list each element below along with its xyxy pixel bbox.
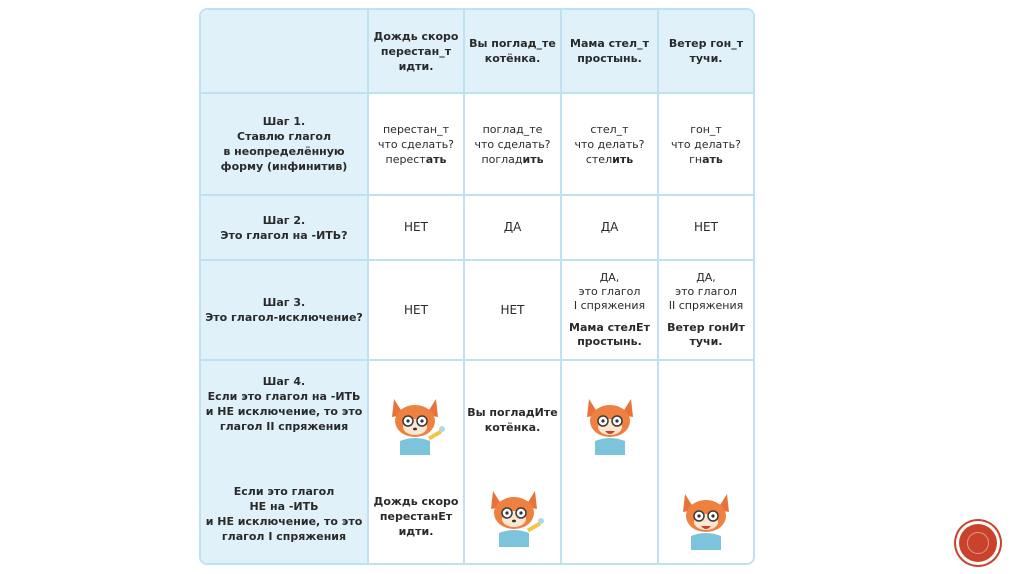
infinitive-cell-3: [562, 94, 657, 194]
answer-cell: [562, 196, 657, 259]
step-line: в неопределённую: [223, 145, 345, 158]
step-line: форму (инфинитив): [220, 160, 348, 173]
step-line: Шаг 3.: [262, 296, 306, 309]
step-line: и НЕ исключение, то это: [205, 405, 363, 418]
infinitive: [586, 152, 633, 167]
result-line: идти.: [398, 524, 434, 538]
step-line: Это глагол-исключение?: [205, 311, 363, 324]
exception-answer: простынь.: [577, 335, 642, 348]
exception-line: это глагол: [578, 285, 641, 298]
header-line: перестан_т: [380, 44, 452, 58]
result-line: котёнка.: [484, 421, 541, 434]
header-sentence-3: [562, 10, 657, 92]
question: что сделать?: [377, 137, 455, 151]
step-line: Если это глагол: [233, 485, 335, 498]
step-1-label: [201, 94, 367, 194]
header-line: котёнка.: [484, 52, 541, 65]
answer-cell: [369, 196, 463, 259]
step-line: Шаг 2.: [262, 213, 306, 227]
fox-mascot-icon: [483, 485, 549, 549]
step-4-rule-i: [201, 479, 367, 549]
answer-text: НЕТ: [500, 302, 525, 317]
header-line: Дождь скоро: [373, 29, 459, 43]
step-line: Ставлю глагол: [237, 130, 331, 143]
verb-word: гон_т: [690, 122, 722, 136]
header-line: идти.: [398, 59, 434, 73]
step-line: Шаг 1.: [262, 115, 306, 128]
question: что делать?: [670, 137, 741, 151]
infinitive-ending: ить: [522, 152, 544, 166]
answer-text: НЕТ: [404, 220, 428, 234]
fox-mascot-icon: [384, 393, 450, 457]
header-line: Вы поглад_те: [469, 37, 556, 50]
exception-line: это глагол: [675, 285, 737, 298]
header-line: Мама стел_т: [570, 37, 649, 50]
infinitive-stem: стел: [585, 152, 613, 166]
result-sentence-1: [369, 488, 463, 544]
infinitive-ending: ать: [425, 152, 447, 166]
step-line: Если это глагол на -ИТЬ: [207, 390, 361, 403]
exception-cell-4: [659, 261, 753, 359]
step-2-label: [201, 196, 367, 259]
exception-answer: Мама стелЕт: [569, 321, 650, 334]
step-line: глагол II спряжения: [219, 420, 349, 433]
infinitive: [386, 152, 447, 167]
header-sentence-4: [659, 10, 753, 92]
infinitive: [689, 152, 723, 167]
answer-cell: [659, 196, 753, 259]
infinitive-stem: перест: [385, 152, 426, 166]
step-line: и НЕ исключение, то это: [205, 515, 363, 528]
header-line: Ветер гон_т: [668, 37, 744, 50]
fox-mascot-icon: [675, 488, 739, 550]
result-line: Дождь скоро: [373, 494, 459, 508]
verb-word: поглад_те: [482, 122, 543, 136]
verb-word: перестан_т: [382, 122, 449, 136]
infinitive-stem: гн: [689, 152, 703, 166]
exception-line: II спряжения: [668, 299, 744, 312]
infinitive-ending: ать: [702, 152, 723, 166]
infinitive-ending: ить: [612, 152, 634, 166]
infinitive-cell-4: [659, 94, 753, 194]
answer-text: ДА: [600, 220, 619, 234]
result-line: Вы погладИте: [467, 406, 558, 419]
step-3-label: [201, 261, 367, 359]
answer-text: ДА: [503, 220, 522, 234]
infinitive-cell-2: [465, 94, 560, 194]
result-sentence-2: [465, 395, 560, 445]
step-4-label: [201, 361, 367, 565]
answer-text: НЕТ: [694, 220, 718, 234]
header-line: тучи.: [689, 52, 723, 65]
exception-line: I спряжения: [573, 299, 646, 312]
exception-cell-3: [562, 261, 657, 359]
answer-cell: [369, 261, 463, 359]
infinitive-cell-1: [369, 94, 463, 194]
header-sentence-1: [369, 10, 463, 92]
fox-mascot-icon: [579, 393, 643, 455]
answer-text: НЕТ: [404, 302, 428, 317]
infinitive-stem: поглад: [481, 152, 523, 166]
conjugation-table: [199, 8, 755, 565]
slide-navigation-button[interactable]: [959, 524, 997, 562]
header-sentence-2: [465, 10, 560, 92]
header-line: простынь.: [577, 52, 642, 65]
verb-word: стел_т: [590, 122, 629, 136]
question: что делать?: [574, 137, 645, 151]
question: что сделать?: [474, 137, 551, 151]
answer-cell: [465, 261, 560, 359]
exception-answer: Ветер гонИт: [667, 321, 745, 334]
header-empty-cell: [201, 10, 367, 92]
step-line: глагол I спряжения: [221, 530, 347, 543]
exception-line: ДА,: [599, 271, 620, 284]
exception-line: ДА,: [696, 271, 716, 284]
step-line: Это глагол на -ИТЬ?: [220, 228, 348, 242]
step-line: НЕ на -ИТЬ: [249, 500, 319, 513]
result-line: перестанЕт: [379, 509, 453, 523]
step-line: Шаг 4.: [262, 375, 306, 388]
exception-answer: тучи.: [689, 335, 723, 348]
infinitive: [481, 152, 543, 167]
step-4-rule-ii: [201, 369, 367, 439]
answer-cell: [465, 196, 560, 259]
